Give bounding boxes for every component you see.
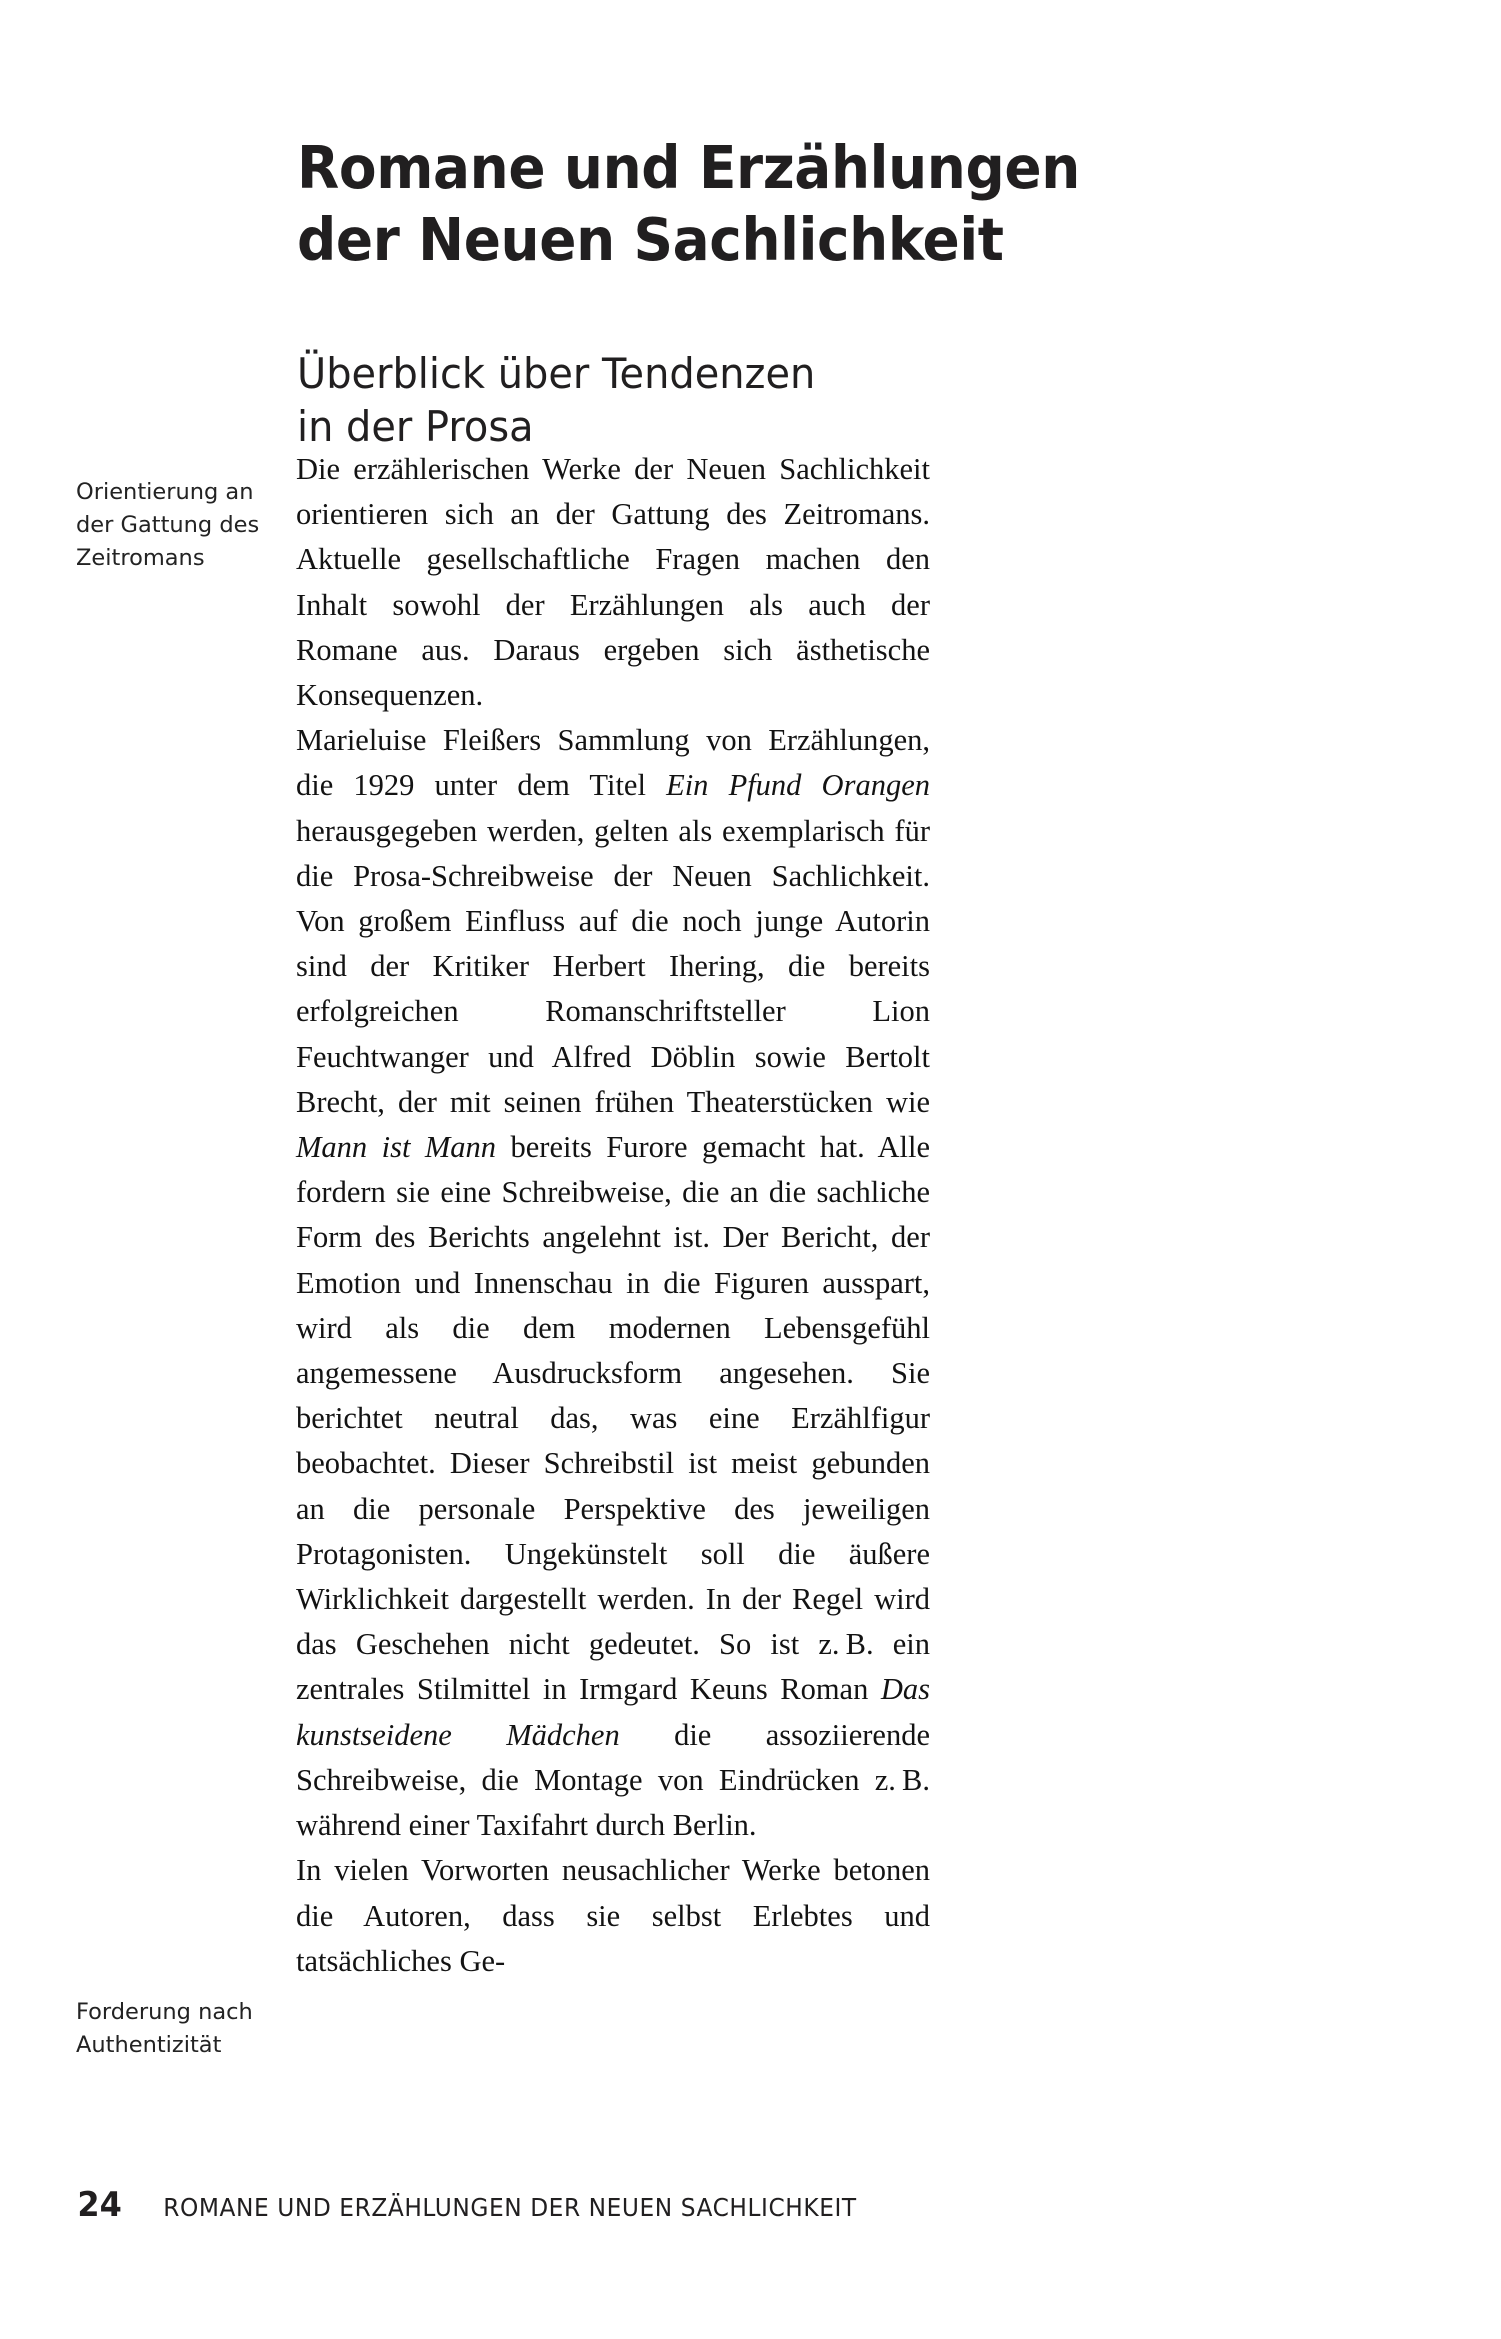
- body-paragraph-2: [296, 718, 930, 1848]
- body-paragraph-3: In vielen Vorworten neusachlicher Werke betonen die Autoren, dass sie selbst Erlebtes und tatsächliches Ge-: [296, 1853, 930, 1978]
- body-text-column: [296, 447, 930, 1984]
- margin-note-line: Forderung nach: [76, 1999, 253, 2025]
- chapter-title-line-1: Romane und Erzählungen: [297, 132, 1080, 202]
- margin-note-line: Orientierung an: [76, 479, 254, 505]
- section-heading-line-1: Überblick über Tendenzen: [297, 348, 816, 398]
- paragraph-2-segment-4: die assoziierende Schreibweise, die Montage von Eindrücken z. B. während einer Taxifahrt durch Berlin.: [296, 1717, 930, 1843]
- work-title-ein-pfund-orangen: Ein Pfund Orangen: [666, 768, 930, 803]
- work-title-das-kunstseidene-maedchen: Das kunstseidene Mädchen: [296, 1672, 930, 1752]
- page-title: [297, 132, 1171, 276]
- paragraph-2-segment-1: Marieluise Fleißers Sammlung von Erzählungen, die 1929 unter dem Titel: [296, 723, 930, 803]
- paragraph-2-segment-3: bereits Furore gemacht hat. Alle fordern sie eine Schreibweise, die an die sachliche Form des Berichts angelehnt ist. Der Bericht, der Emotion und Innenschau in die Figuren ausspart, wird als die dem modernen Lebensgefühl angemessene Ausdrucksform angesehen. Sie berichtet neutral das, was eine Erzählfigur beobachtet. Dieser Schreibstil ist meist gebunden an die personale Perspektive des jeweiligen Protagonisten. Ungekünstelt soll die äußere Wirklichkeit dargestellt werden. In der Regel wird das Geschehen nicht gedeutet. So ist z. B. ein zentrales Stilmittel in Irmgard Keuns Roman: [296, 1130, 930, 1707]
- chapter-title-line-2: der Neuen Sachlichkeit: [297, 204, 1004, 274]
- work-title-mann-ist-mann: Mann ist Mann: [296, 1130, 497, 1165]
- page-number: 24: [77, 2185, 122, 2225]
- body-paragraph-1: Die erzählerischen Werke der Neuen Sachlichkeit orientieren sich an der Gattung des Zeitromans. Aktuelle gesellschaftliche Fragen machen den Inhalt sowohl der Erzählungen als auch der Romane aus. Daraus ergeben sich ästhetische Konsequenzen.: [296, 452, 930, 713]
- running-head: ROMANE UND ERZÄHLUNGEN DER NEUEN SACHLICHKEIT: [163, 2193, 858, 2222]
- margin-note-line: Authentizität: [76, 2032, 222, 2058]
- paragraph-2-segment-2: herausgegeben werden, gelten als exemplarisch für die Prosa-Schreibweise der Neuen Sachlichkeit. Von großem Einfluss auf die noch junge Autorin sind der Kritiker Herbert Ihering, die bereits erfolgreichen Romanschriftsteller Lion Feuchtwanger und Alfred Döblin sowie Bertolt Brecht, der mit seinen frühen Theaterstücken wie: [296, 813, 930, 1119]
- margin-note-orientierung: [76, 476, 276, 575]
- section-heading: [297, 347, 1152, 453]
- page-footer: [76, 2186, 875, 2227]
- section-heading-line-2: in der Prosa: [297, 401, 534, 451]
- margin-note-line: der Gattung des: [76, 512, 260, 538]
- margin-note-line: Zeitromans: [76, 545, 205, 571]
- margin-note-forderung: [76, 1996, 276, 2062]
